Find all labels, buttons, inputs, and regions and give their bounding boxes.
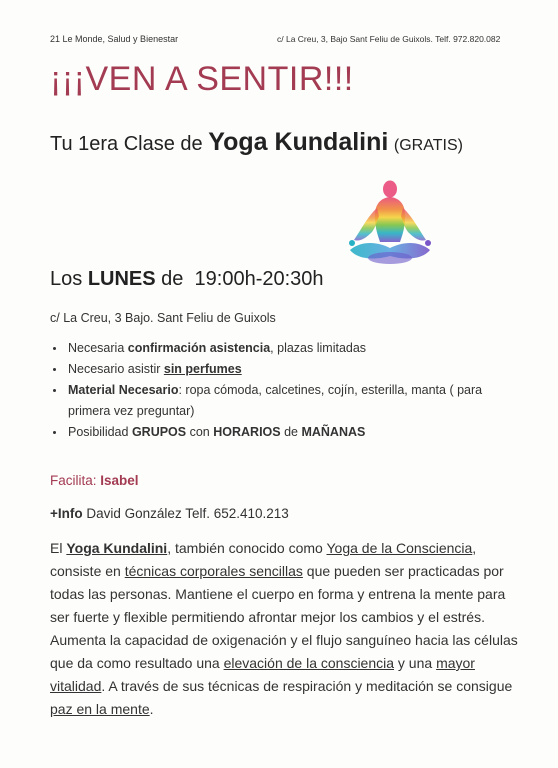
requirement-item (66, 380, 526, 422)
underlined-text: elevación de la consciencia (223, 655, 395, 671)
text-run: , también conocido como (167, 540, 327, 556)
text-run: . (149, 701, 154, 717)
class-address: c/ La Creu, 3 Bajo. Sant Feliu de Guixols (50, 311, 276, 325)
text-run: y una (394, 655, 437, 671)
headline: ¡¡¡VEN A SENTIR!!! (50, 60, 354, 98)
info-text: David González Telf. 652.410.213 (86, 506, 289, 521)
subheading-prefix: Tu 1era Clase de (50, 133, 203, 155)
subheading-main: Yoga Kundalini (208, 128, 389, 156)
schedule-day: LUNES (87, 268, 156, 290)
schedule-time: 19:00h-20:30h (194, 268, 324, 290)
subheading-suffix: (GRATIS) (393, 137, 463, 154)
facilitator-label: Facilita: (50, 473, 97, 488)
underlined-text: Yoga de la Consciencia (326, 540, 473, 556)
text-run: de (280, 425, 302, 439)
facilitator-name: Isabel (100, 473, 139, 488)
bold-text: Yoga Kundalini (66, 540, 168, 556)
text-run: . A través de sus técnicas de respiración y meditación se consigue (101, 678, 513, 694)
meditating-yoga-figure-icon (342, 180, 438, 274)
bold-text: sin perfumes (163, 362, 242, 376)
text-run: , consiste en (50, 540, 477, 579)
schedule-prefix: Los (50, 268, 83, 290)
info-label: +Info (50, 506, 83, 521)
text-run: , plazas limitadas (270, 341, 367, 355)
header-business-name: 21 Le Monde, Salud y Bienestar (50, 34, 179, 44)
underlined-text: paz en la mente (50, 701, 150, 717)
requirements-list (48, 338, 526, 443)
text-run: con (186, 425, 214, 439)
bold-text: MAÑANAS (301, 425, 366, 439)
text-run: que pueden ser practicadas por todas las personas. Mantiene el cuerpo en forma y entrena la mente para ser fuerte y flexible permitiendo afrontar mejor los cambios y el estrés. Aumenta la capacidad de oxigenación y el flujo sanguíneo hacia las células que da como resultado una (50, 563, 518, 671)
bold-text: confirmación asistencia (127, 341, 271, 355)
schedule-mid: de (161, 268, 184, 290)
contact-info (50, 506, 289, 521)
bold-text: HORARIOS (213, 425, 281, 439)
bold-text: Material Necesario (68, 383, 179, 397)
bold-text: GRUPOS (131, 425, 187, 439)
description-paragraph (50, 537, 525, 721)
text-run: El (50, 540, 67, 556)
underlined-text: mayor vitalidad (50, 655, 475, 694)
schedule (50, 268, 324, 291)
subheading (50, 128, 463, 157)
text-run: Necesaria (68, 341, 128, 355)
header-address-phone: c/ La Creu, 3, Bajo Sant Feliu de Guixols. Telf. 972.820.082 (277, 34, 501, 44)
requirement-item (66, 422, 526, 443)
text-run: Necesario asistir (68, 362, 164, 376)
underlined-text: técnicas corporales sencillas (124, 563, 303, 579)
requirement-item (66, 359, 526, 380)
text-run: Posibilidad (68, 425, 132, 439)
facilitator (50, 473, 139, 488)
text-run: : ropa cómoda, calcetines, cojín, esterilla, manta ( para primera vez preguntar) (68, 383, 483, 418)
requirement-item (66, 338, 526, 359)
